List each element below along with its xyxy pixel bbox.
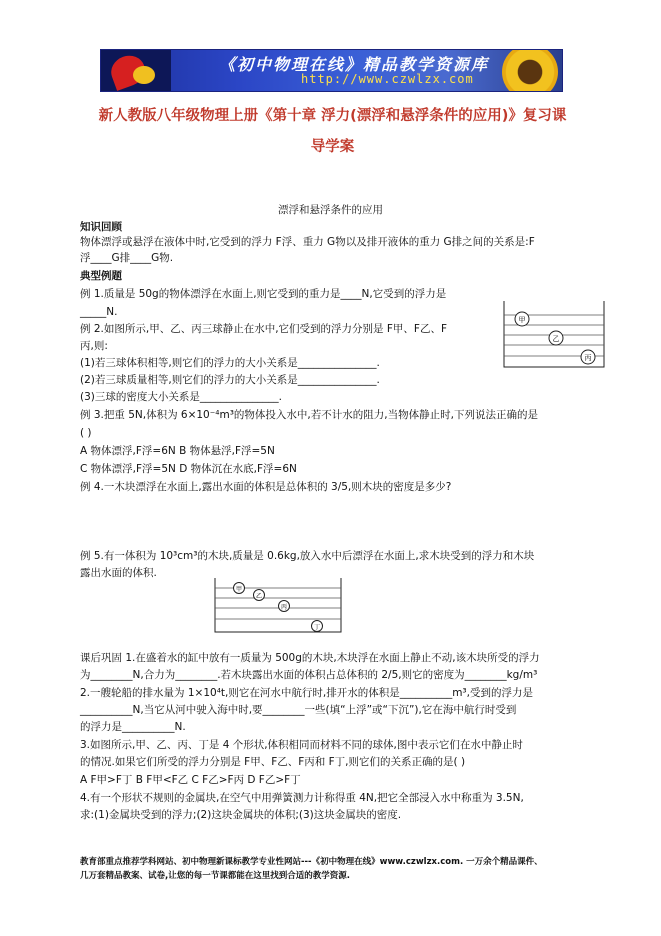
text-line: 2.一艘轮船的排水量为 1×10⁴t,则它在河水中航行时,排开水的体积是__________m³,受到的浮力是 [80,687,533,699]
text-line: 的情况.如果它们所受的浮力分别是 F甲、F乙、F丙和 F丁,则它们的关系正确的是( ) [80,756,466,768]
text-line: (1)若三球体积相等,则它们的浮力的大小关系是_______________. [80,357,380,369]
text-line: 丙,则: [80,340,108,352]
sunflower-image [502,49,558,92]
document-title-line2: 导学案 [310,139,355,155]
ball-label: 丁 [313,624,321,631]
text-line: 例 1.质量是 50g的物体漂浮在水面上,则它受到的重力是____N,它受到的浮力是 [80,288,447,300]
site-logo [101,50,171,91]
ball-label: 甲 [235,586,243,593]
text-line: 课后巩固 1.在盛着水的缸中放有一质量为 500g的木块,木块浮在水面上静止不动,该木块所受的浮力 [80,652,540,664]
ball-label: 乙 [255,593,263,600]
text-line: 浮____G排____G物. [80,252,174,264]
logo-yellow-swoosh [133,66,155,84]
banner-title: 《初中物理在线》精品教学资源库 [219,55,490,74]
text-line: 为________N,合力为________.若木块露出水面的体积占总体积的 2/5,则它的密度为________kg/m³ [80,669,538,681]
text-line: (2)若三球质量相等,则它们的浮力的大小关系是_______________. [80,374,380,386]
figure-tank-four-balls [214,578,343,633]
text-line: 的浮力是__________N. [80,721,186,733]
text-line: 例 5.有一体积为 10³cm³的木块,质量是 0.6kg,放入水中后漂浮在水面上,求木块受到的浮力和木块 [80,550,535,562]
heading-review: 知识回顾 [80,221,122,233]
option-line: A 物体漂浮,F浮=6N B 物体悬浮,F浮=5N [80,445,275,457]
ball-label: 乙 [552,335,560,343]
text-line: (3)三球的密度大小关系是_______________. [80,391,282,403]
option-line: A F甲>F丁 B F甲<F乙 C F乙>F丙 D F乙>F丁 [80,774,301,786]
option-line: C 物体漂浮,F浮=5N D 物体沉在水底,F浮=6N [80,463,297,475]
section-subtitle: 漂浮和悬浮条件的应用 [278,204,383,216]
footer-line2: 几万套精品教案、试卷,让您的每一节课都能在这里找到合适的教学资源. [80,871,350,881]
banner-url[interactable]: http://www.czwlzx.com [301,72,474,86]
footer-line1: 教育部重点推荐学科网站、初中物理新课标教学专业性网站---《初中物理在线》www.czwlzx.com. 一万余个精品课件、 [80,857,543,867]
text-line: 物体漂浮或悬浮在液体中时,它受到的浮力 F浮、重力 G物以及排开液体的重力 G排之间的关系是:F [80,236,535,248]
heading-examples: 典型例题 [80,270,122,282]
text-line: 例 2.如图所示,甲、乙、丙三球静止在水中,它们受到的浮力分别是 F甲、F乙、F [80,323,447,335]
ball-label: 丙 [280,604,288,611]
ball-label: 丙 [584,354,592,362]
figure-tank-three-balls [503,301,606,368]
text-line: 3.如图所示,甲、乙、丙、丁是 4 个形状,体积相同而材料不同的球体,图中表示它们在水中静止时 [80,739,523,751]
text-line: __________N,当它从河中驶入海中时,要________一些(填“上浮”或“下沉”),它在海中航行时受到 [80,704,517,716]
ball-label: 甲 [518,316,526,324]
text-line: 求:(1)金属块受到的浮力;(2)这块金属块的体积;(3)这块金属块的密度. [80,809,402,821]
text-line: 例 3.把重 5N,体积为 6×10⁻⁴m³的物体投入水中,若不计水的阻力,当物体静止时,下列说法正确的是 [80,409,538,421]
header-banner [100,49,563,92]
text-line: _____N. [80,306,118,318]
text-line: ( ) [80,427,92,439]
text-line: 4.有一个形状不规则的金属块,在空气中用弹簧测力计称得重 4N,把它全部浸入水中称重为 3.5N, [80,792,524,804]
document-title-line1: 新人教版八年级物理上册《第十章 浮力(漂浮和悬浮条件的应用)》复习课 [98,108,567,124]
text-line: 露出水面的体积. [80,567,157,579]
text-line: 例 4.一木块漂浮在水面上,露出水面的体积是总体积的 3/5,则木块的密度是多少? [80,481,452,493]
